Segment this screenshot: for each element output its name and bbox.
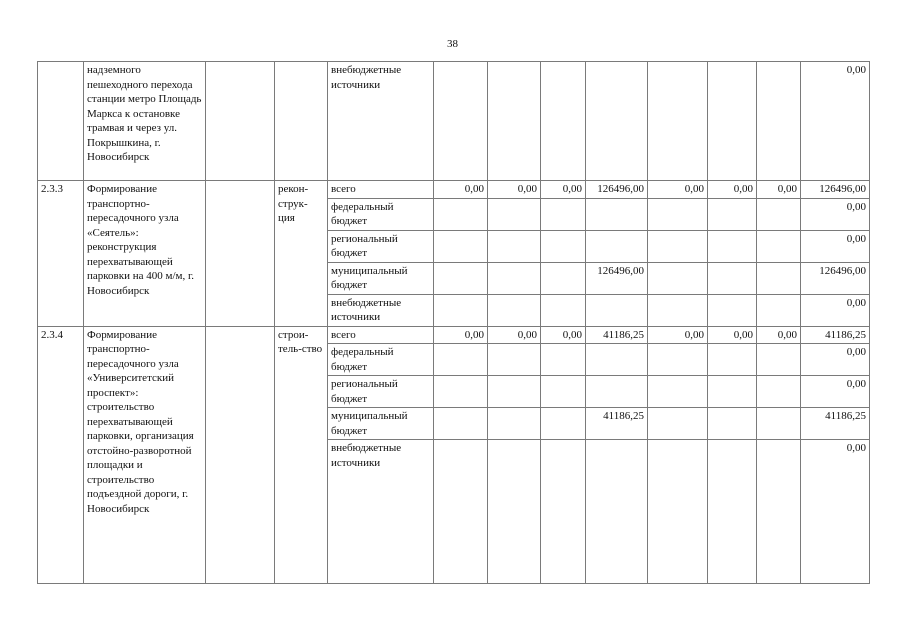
value-cell [648, 198, 708, 230]
page-number: 38 [447, 38, 458, 50]
source-cell: региональный бюджет [328, 376, 434, 408]
value-cell [434, 294, 488, 326]
value-cell [488, 344, 541, 376]
value-cell [757, 376, 801, 408]
value-cell [708, 294, 757, 326]
value-cell [757, 262, 801, 294]
total-cell: 0,00 [801, 294, 870, 326]
table-row [38, 326, 870, 344]
code-cell: 2.3.4 [38, 326, 84, 584]
value-cell [488, 198, 541, 230]
value-cell [757, 440, 801, 584]
value-cell: 0,00 [757, 181, 801, 199]
value-cell [586, 440, 648, 584]
value-cell [541, 440, 586, 584]
executor-cell [206, 62, 275, 181]
value-cell [541, 344, 586, 376]
source-cell: внебюджетные источники [328, 62, 434, 181]
total-cell: 126496,00 [801, 262, 870, 294]
value-cell [434, 440, 488, 584]
value-cell [541, 230, 586, 262]
value-cell [708, 62, 757, 181]
value-cell [541, 198, 586, 230]
value-cell [434, 230, 488, 262]
value-cell [488, 294, 541, 326]
value-cell [586, 294, 648, 326]
value-cell [757, 62, 801, 181]
program-table [37, 61, 870, 584]
total-cell: 0,00 [801, 344, 870, 376]
value-cell: 0,00 [648, 326, 708, 344]
value-cell: 0,00 [757, 326, 801, 344]
value-cell [586, 230, 648, 262]
work-type-cell: строи-тель-ство [275, 326, 328, 584]
name-cell: надземного пешеходного перехода станции метро Площадь Маркса к остановке трамвая и через ул. Покрышкина, г. Новосибирск [84, 62, 206, 181]
value-cell: 0,00 [488, 326, 541, 344]
source-cell: внебюджетные источники [328, 294, 434, 326]
value-cell [757, 408, 801, 440]
value-cell [648, 62, 708, 181]
value-cell: 126496,00 [586, 262, 648, 294]
value-cell [757, 198, 801, 230]
total-cell: 0,00 [801, 376, 870, 408]
value-cell: 0,00 [434, 181, 488, 199]
value-cell [488, 408, 541, 440]
total-cell: 0,00 [801, 230, 870, 262]
value-cell [648, 344, 708, 376]
value-cell [708, 198, 757, 230]
value-cell [708, 262, 757, 294]
total-cell: 41186,25 [801, 326, 870, 344]
source-cell: федеральный бюджет [328, 344, 434, 376]
total-cell: 0,00 [801, 62, 870, 181]
code-cell [38, 62, 84, 181]
value-cell [434, 262, 488, 294]
value-cell [586, 344, 648, 376]
value-cell [434, 198, 488, 230]
source-cell: федеральный бюджет [328, 198, 434, 230]
value-cell [488, 376, 541, 408]
value-cell [708, 230, 757, 262]
table-row [38, 62, 870, 181]
value-cell [434, 62, 488, 181]
value-cell: 41186,25 [586, 326, 648, 344]
source-cell: муниципальный бюджет [328, 408, 434, 440]
value-cell: 41186,25 [586, 408, 648, 440]
value-cell [648, 408, 708, 440]
value-cell: 126496,00 [586, 181, 648, 199]
value-cell [488, 230, 541, 262]
value-cell [648, 262, 708, 294]
table-row [38, 181, 870, 199]
total-cell: 126496,00 [801, 181, 870, 199]
value-cell: 0,00 [708, 181, 757, 199]
value-cell [757, 230, 801, 262]
total-cell: 41186,25 [801, 408, 870, 440]
value-cell [488, 62, 541, 181]
value-cell [708, 344, 757, 376]
value-cell [434, 376, 488, 408]
value-cell [708, 376, 757, 408]
value-cell [586, 376, 648, 408]
value-cell [541, 294, 586, 326]
value-cell [648, 440, 708, 584]
value-cell [434, 344, 488, 376]
table-body [38, 62, 870, 584]
value-cell [708, 440, 757, 584]
name-cell: Формирование транспортно-пересадочного узла «Университетский проспект»: строительство перехватывающей парковки, организация отстойно-разворотной площадки и строительство подъездной дороги, г. Новосибирск [84, 326, 206, 584]
value-cell [541, 62, 586, 181]
total-cell: 0,00 [801, 198, 870, 230]
source-cell: муниципальный бюджет [328, 262, 434, 294]
value-cell [434, 408, 488, 440]
executor-cell [206, 326, 275, 584]
executor-cell [206, 181, 275, 327]
value-cell [586, 62, 648, 181]
source-cell: региональный бюджет [328, 230, 434, 262]
value-cell [488, 262, 541, 294]
value-cell [541, 408, 586, 440]
value-cell: 0,00 [541, 181, 586, 199]
value-cell [488, 440, 541, 584]
total-cell: 0,00 [801, 440, 870, 584]
source-cell: всего [328, 181, 434, 199]
work-type-cell [275, 62, 328, 181]
source-cell: внебюджетные источники [328, 440, 434, 584]
source-cell: всего [328, 326, 434, 344]
value-cell [708, 408, 757, 440]
value-cell [541, 376, 586, 408]
name-cell: Формирование транспортно-пересадочного узла «Сеятель»: реконструкция перехватывающей парковки на 400 м/м, г. Новосибирск [84, 181, 206, 327]
value-cell [648, 376, 708, 408]
value-cell [757, 294, 801, 326]
value-cell [648, 230, 708, 262]
value-cell [648, 294, 708, 326]
value-cell: 0,00 [434, 326, 488, 344]
value-cell: 0,00 [541, 326, 586, 344]
value-cell [586, 198, 648, 230]
value-cell: 0,00 [488, 181, 541, 199]
value-cell [541, 262, 586, 294]
value-cell: 0,00 [648, 181, 708, 199]
code-cell: 2.3.3 [38, 181, 84, 327]
value-cell [757, 344, 801, 376]
work-type-cell: рекон-струк-ция [275, 181, 328, 327]
value-cell: 0,00 [708, 326, 757, 344]
